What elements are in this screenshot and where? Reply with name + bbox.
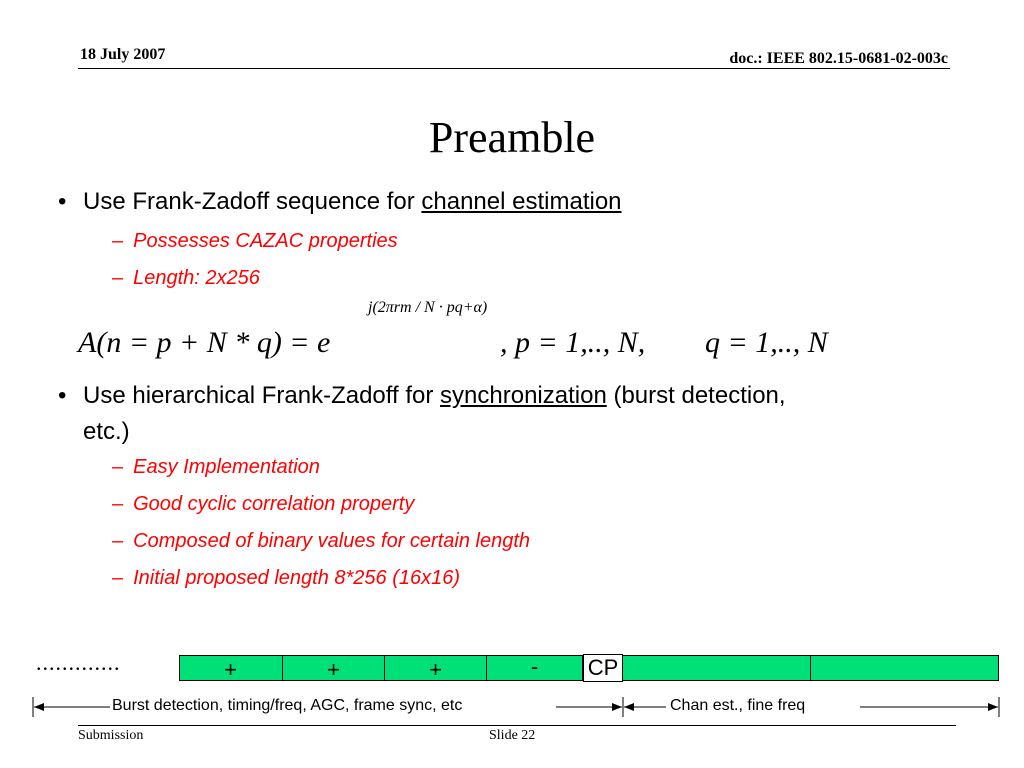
dash-marker: –: [112, 493, 124, 515]
sub-bullet: [112, 493, 414, 516]
bullet-text-prefix: Use Frank-Zadoff sequence for: [83, 188, 422, 215]
bullet-dot: •: [58, 188, 67, 215]
chan-est-label: Chan est., fine freq: [670, 697, 806, 714]
bullet-text-suffix: (burst detection,: [606, 382, 786, 409]
bullet-text-underlined: synchronization: [440, 382, 607, 409]
cp-box: CP: [583, 654, 623, 682]
dash-marker: –: [112, 267, 124, 289]
footer-slide-number: Slide 22: [489, 728, 536, 743]
sync-segment: -: [487, 655, 583, 681]
equation-exponent: j(2πrm / N · pq+α): [368, 299, 488, 316]
bullet-text: [83, 188, 622, 216]
slide-title: Preamble: [428, 113, 596, 162]
dash-marker: –: [112, 456, 124, 478]
sub-bullet: [112, 230, 398, 253]
dash-marker: –: [112, 567, 124, 589]
sub-bullet-text: Initial proposed length 8*256 (16x16): [133, 567, 461, 589]
bullet-text: [83, 382, 786, 410]
sub-bullet-text: Length: 2x256: [133, 267, 260, 289]
bullet-dot: •: [58, 382, 67, 409]
bullet-continuation-text: etc.): [83, 418, 130, 445]
sub-bullet-text: Composed of binary values for certain length: [133, 530, 531, 552]
sub-bullet: [112, 267, 260, 290]
burst-detection-label: Burst detection, timing/freq, AGC, frame sync, etc: [112, 697, 463, 714]
sub-bullet-text: Easy Implementation: [133, 456, 320, 478]
bullet-text-prefix: Use hierarchical Frank-Zadoff for: [83, 382, 441, 409]
sub-bullet-text: Possesses CAZAC properties: [133, 230, 398, 252]
dash-marker: –: [112, 530, 124, 552]
header-rule: [78, 68, 950, 69]
bullet-text-underlined: channel estimation: [421, 188, 622, 215]
sub-bullet: [112, 456, 320, 479]
equation-lhs: A(n = p + N * q) = e: [78, 326, 331, 359]
ellipsis: .............: [36, 650, 121, 675]
dash-marker: –: [112, 230, 124, 252]
header-doc-id: doc.: IEEE 802.15-0681-02-003c: [729, 50, 948, 67]
sub-bullet: [112, 567, 460, 590]
equation-rhs-p: , p = 1,.., N,: [500, 326, 646, 359]
sub-bullet-text: Good cyclic correlation property: [133, 493, 415, 515]
ce-segment: [623, 655, 811, 681]
sync-segment: +: [283, 655, 385, 681]
footer-rule: [78, 725, 956, 726]
equation-rhs-q: q = 1,.., N: [705, 326, 828, 359]
header-date: 18 July 2007: [80, 46, 166, 63]
sub-bullet: [112, 530, 530, 553]
sync-segment: +: [385, 655, 487, 681]
sync-segment: +: [179, 655, 283, 681]
footer-submission: Submission: [78, 728, 144, 743]
